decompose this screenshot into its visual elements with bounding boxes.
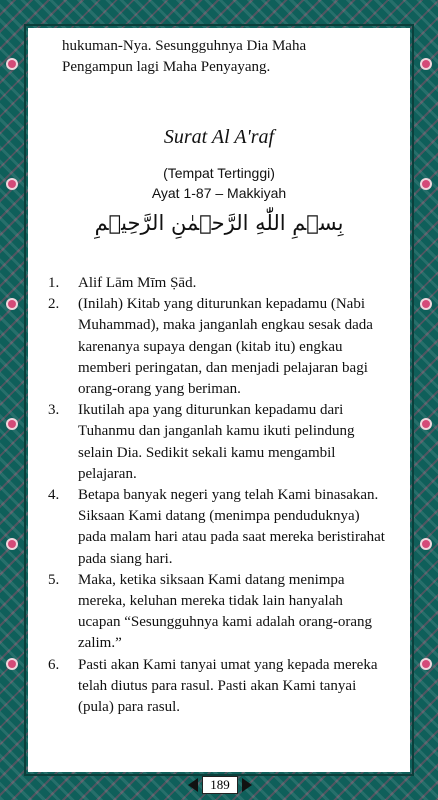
verse-text	[78, 273, 390, 294]
text-line: Maka, ketika siksaan Kami datang menimpa	[78, 571, 345, 588]
text-line: karenanya supaya dengan (kitab itu) engkau	[78, 338, 343, 355]
basmala: بِسۡمِ اللّٰهِ الرَّحۡمٰنِ الرَّحِيۡمِ	[94, 211, 344, 235]
text-line: selain Dia. Sedikit sekali kamu mengambil	[78, 444, 336, 461]
verse-text	[78, 400, 390, 485]
rosette-icon	[422, 180, 430, 188]
verse-list	[48, 273, 390, 718]
text-line: zalim.”	[78, 635, 122, 652]
text-line: orang-orang yang beriman.	[78, 381, 241, 398]
rosette-icon	[8, 660, 16, 668]
rosette-icon	[422, 660, 430, 668]
text-line: Betapa banyak negeri yang telah Kami binasakan.	[78, 487, 379, 504]
text-line: hukuman-Nya. Sesungguhnya Dia Maha	[62, 38, 307, 54]
text-line: pada malam hari atau pada saat mereka beristirahat	[78, 529, 385, 546]
rosette-icon	[8, 60, 16, 68]
text-line: (Inilah) Kitab yang diturunkan kepadamu (Nabi	[78, 296, 365, 313]
rosette-icon	[422, 300, 430, 308]
surah-meaning: (Tempat Tertinggi)	[163, 165, 275, 181]
text-line: memberi peringatan, dan menjadi pelajaran bagi	[78, 359, 368, 376]
rosette-icon	[8, 420, 16, 428]
text-line: mereka, keluhan mereka tidak lain hanyalah	[78, 593, 343, 610]
text-line: Pengampun lagi Maha Penyayang.	[62, 59, 271, 75]
verse-item	[48, 294, 390, 400]
verse-number: 6.	[48, 656, 60, 673]
page-content	[28, 28, 410, 772]
text-line: Tuhanmu dan janganlah kamu ikuti pelindung	[78, 423, 355, 440]
verse-number: 2.	[48, 296, 60, 313]
prev-page-icon[interactable]	[188, 778, 198, 792]
text-line: ucapan “Sesungguhnya kami adalah orang-orang	[78, 614, 373, 631]
verse-text	[78, 570, 390, 655]
rosette-icon	[8, 300, 16, 308]
text-line: Ikutilah apa yang diturunkan kepadamu dari	[78, 402, 344, 419]
verse-item	[48, 570, 390, 655]
verse-item	[48, 273, 390, 294]
text-line: Alif Lām Mīm Ṣād.	[78, 275, 197, 291]
text-line: telah diutus para rasul. Pasti akan Kami tanyai	[78, 677, 357, 694]
rosette-icon	[422, 540, 430, 548]
page-number: 189	[202, 776, 238, 794]
text-line: (pula) para rasul.	[78, 699, 181, 716]
text-line: Muhammad), maka janganlah engkau sesak dada	[78, 317, 373, 334]
verse-text	[78, 294, 390, 400]
surah-title: Surat Al A'raf	[163, 126, 275, 148]
text-line: pelajaran.	[78, 465, 137, 482]
rosette-icon	[8, 180, 16, 188]
verse-text	[78, 655, 390, 719]
text-line: Pasti akan Kami tanyai umat yang kepada mereka	[78, 656, 378, 673]
text-line: pada siang hari.	[78, 550, 173, 567]
verse-item	[48, 485, 390, 570]
rosette-icon	[8, 540, 16, 548]
verse-item	[48, 400, 390, 485]
verse-number: 3.	[48, 402, 60, 419]
rosette-icon	[422, 420, 430, 428]
rosette-icon	[422, 60, 430, 68]
verse-number: 1.	[48, 275, 60, 291]
verse-text	[78, 485, 390, 570]
verse-number: 5.	[48, 571, 60, 588]
verse-item	[48, 655, 390, 719]
next-page-icon[interactable]	[242, 778, 252, 792]
surah-info: Ayat 1-87 – Makkiyah	[151, 185, 287, 201]
page-navigation	[188, 776, 252, 794]
verse-number: 4.	[48, 487, 60, 504]
text-line: Siksaan Kami datang (menimpa penduduknya)	[78, 508, 360, 525]
continuation-text	[48, 36, 390, 78]
